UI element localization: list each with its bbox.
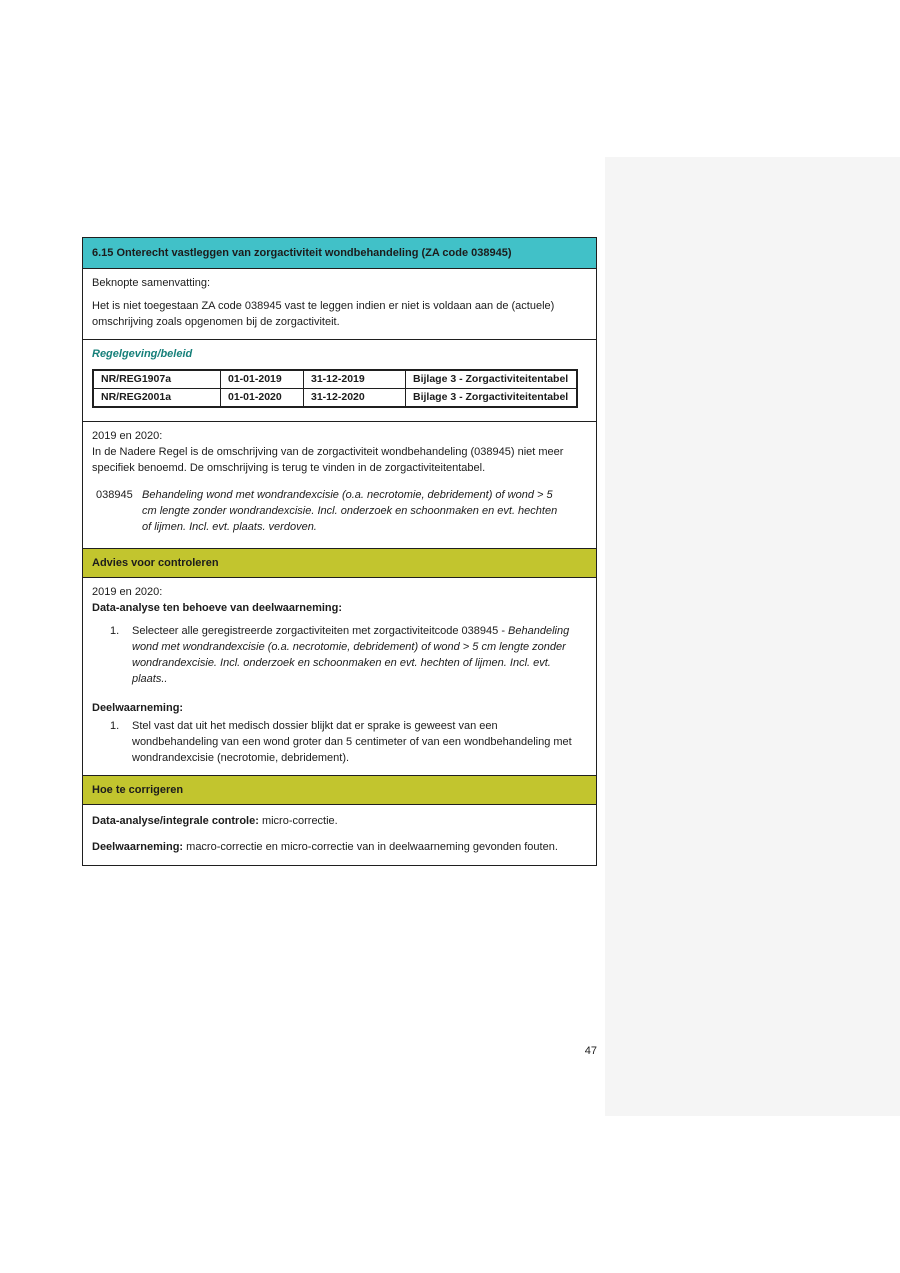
advice-years-label: 2019 en 2020: [92, 586, 163, 598]
advice-section [82, 577, 597, 776]
section-title: 6.15 Onterecht vastleggen van zorgactiviteit wondbehandeling (ZA code 038945) [92, 247, 512, 259]
control-document [82, 237, 597, 866]
right-margin-panel [605, 157, 900, 1116]
activity-code: 038945 [96, 489, 133, 501]
end-date-cell: 31-12-2019 [304, 370, 406, 389]
analysis-item-text [132, 623, 582, 687]
correction-line-1-text: micro-correctie. [258, 815, 338, 827]
list-item-number: 1. [110, 625, 120, 637]
summary-text: Het is niet toegestaan ZA code 038945 vast te leggen indien er niet is voldaan aan de (actuele) omschrijving zoals opgenomen bij de zorgactiviteit. [92, 300, 555, 328]
correction-line-2-text: macro-correctie en micro-correctie van in deelwaarneming gevonden fouten. [183, 841, 558, 853]
summary-label: Beknopte samenvatting: [92, 277, 211, 289]
list-item [110, 623, 587, 687]
regulation-label: Regelgeving/beleid [92, 348, 193, 360]
start-date-cell: 01-01-2019 [221, 370, 304, 389]
end-date-cell: 31-12-2020 [304, 389, 406, 408]
explanation-text: In de Nadere Regel is de omschrijving van de zorgactiviteit wondbehandeling (038945) niet meer specifiek benoemd. De omschrijving is terug te vinden in de zorgactiviteitentabel. [92, 446, 564, 474]
activity-code-description: Behandeling wond met wondrandexcisie (o.a. necrotomie, debridement) of wond > 5 cm lengte zonder wondrandexcisie. Incl. onderzoek en schoonmaken en evt. hechten of lijmen. Incl. evt. plaats. verdoven. [142, 489, 558, 533]
start-date-cell: 01-01-2020 [221, 389, 304, 408]
sampling-item-text: Stel vast dat uit het medisch dossier blijkt dat er sprake is geweest van een wondbehandeling van een wond groter dan 5 centimeter of van een wondbehandeling met wondrandexcisie (necrotomie, debridement). [132, 720, 572, 764]
correction-line-2 [92, 839, 587, 855]
correction-header-bar [82, 775, 597, 805]
regulation-table [92, 369, 578, 408]
summary-section [82, 268, 597, 340]
reference-cell: Bijlage 3 - Zorgactiviteitentabel [406, 389, 578, 408]
years-label: 2019 en 2020: [92, 430, 163, 442]
regulation-section [82, 339, 597, 422]
analysis-item-description: Behandeling wond met wondrandexcisie (o.a. necrotomie, debridement) of wond > 5 cm lengte zonder wondrandexcisie. Incl. onderzoek en schoonmaken en evt. hechten of lijmen. Incl. evt. plaats.. [132, 625, 570, 685]
analysis-label: Data-analyse ten behoeve van deelwaarneming: [92, 602, 343, 614]
regulation-code-cell: NR/REG1907a [93, 370, 221, 389]
list-item-number: 1. [110, 720, 120, 732]
correction-line-1-label: Data-analyse/integrale controle: [92, 815, 259, 827]
explanation-section [82, 421, 597, 549]
advice-header: Advies voor controleren [92, 557, 219, 569]
table-row [93, 370, 577, 389]
table-row [93, 389, 577, 408]
activity-code-row [96, 487, 587, 535]
regulation-code-cell: NR/REG2001a [93, 389, 221, 408]
sampling-label: Deelwaarneming: [92, 702, 184, 714]
correction-section [82, 804, 597, 866]
analysis-item-lead: Selecteer alle geregistreerde zorgactiviteiten met zorgactiviteitcode 038945 - [132, 625, 509, 637]
section-title-bar [82, 237, 597, 269]
list-item [110, 718, 587, 766]
correction-header: Hoe te corrigeren [92, 784, 184, 796]
correction-line-1 [92, 813, 587, 829]
advice-header-bar [82, 548, 597, 578]
page-number: 47 [584, 1045, 597, 1057]
reference-cell: Bijlage 3 - Zorgactiviteitentabel [406, 370, 578, 389]
correction-line-2-label: Deelwaarneming: [92, 841, 184, 853]
